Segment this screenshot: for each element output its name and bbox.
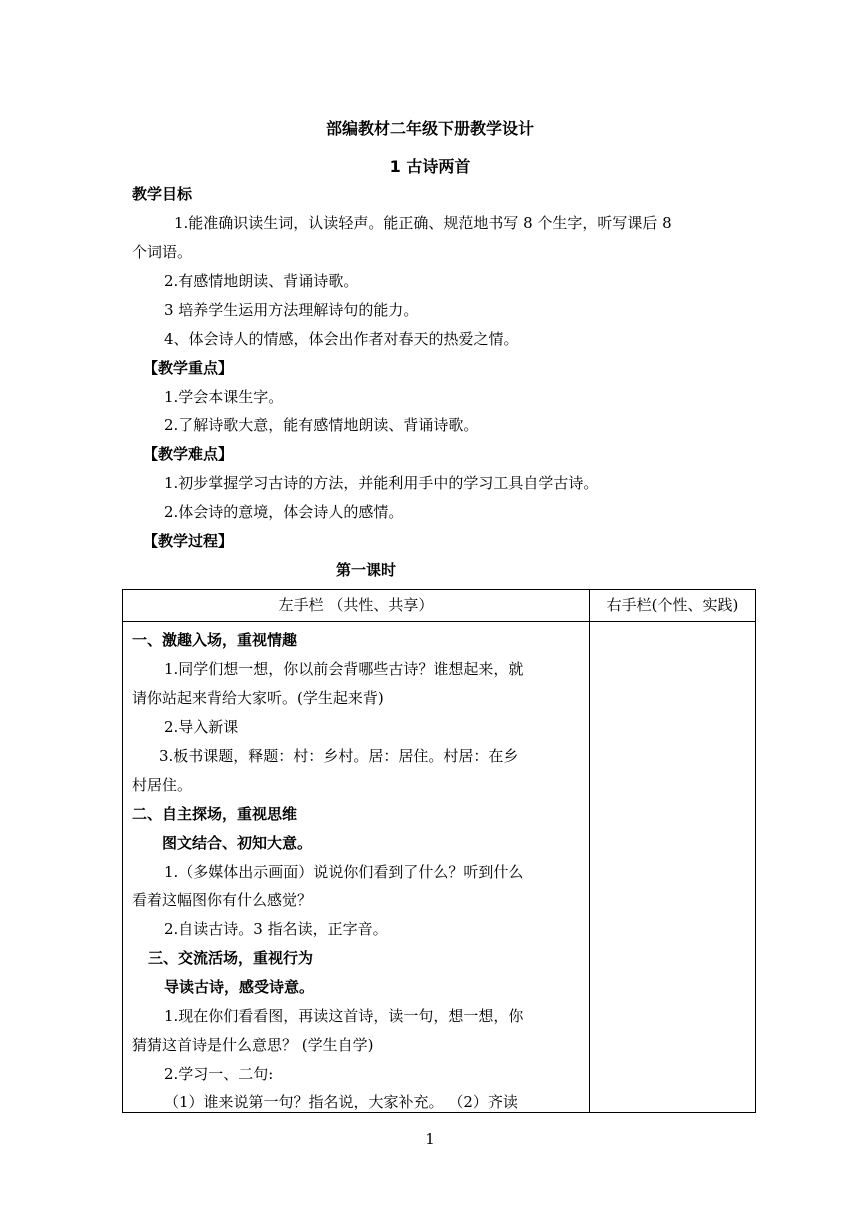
right-column-header-label: 右手栏(个性、实践): [606, 596, 739, 614]
period-title: 第一课时: [335, 561, 396, 579]
right-column-content: [590, 622, 756, 1113]
table-text-line: 猜猜这首诗是什么意思？ (学生自学): [132, 1036, 374, 1054]
table-text-line: （1）谁来说第一句？指名说，大家补充。 （2）齐读: [164, 1093, 518, 1111]
section-heading: 三、交流活场，重视行为: [148, 949, 314, 967]
left-column-header: [123, 590, 590, 622]
process-heading: 【教学过程】: [143, 532, 234, 550]
section-heading: 二、自主探场，重视思维: [132, 805, 298, 823]
table-text-line: 1.同学们想一想，你以前会背哪些古诗？谁想起来，就: [164, 660, 524, 678]
table-header-row: [123, 590, 756, 622]
table-text-line: 3.板书课题，释题：村：乡村。居：居住。村居：在乡: [159, 747, 519, 765]
table-text-line: 2.学习一、二句:: [164, 1065, 274, 1083]
subsection-heading: 导读古诗，感受诗意。: [164, 978, 315, 996]
goal-item: 2.有感情地朗读、背诵诗歌。: [164, 272, 359, 290]
section-heading: 一、激趣入场，重视情趣: [132, 631, 298, 649]
document-title: 部编教材二年级下册教学设计: [325, 119, 534, 138]
lesson-title: 1 古诗两首: [389, 157, 471, 176]
goal-item: 1.能准确识读生词，认读轻声。能正确、规范地书写 8 个生字，听写课后 8: [174, 214, 672, 232]
goals-heading: 教学目标: [132, 185, 193, 203]
difficulties-heading: 【教学难点】: [143, 445, 234, 463]
key-point-item: 1.学会本课生字。: [164, 388, 284, 406]
key-points-heading: 【教学重点】: [143, 359, 234, 377]
table-text-line: 请你站起来背给大家听。(学生起来背): [132, 689, 384, 707]
goal-item: 4、体会诗人的情感，体会出作者对春天的热爱之情。: [164, 330, 519, 348]
right-column-header: [590, 590, 756, 622]
subsection-heading: 图文结合、初知大意。: [162, 834, 313, 852]
goal-item: 个词语。: [132, 243, 193, 261]
difficulty-item: 2.体会诗的意境，体会诗人的感情。: [164, 503, 404, 521]
left-column-content: [123, 622, 590, 1113]
table-text-line: 村居住。: [132, 776, 193, 794]
table-text-line: 2.自读古诗。3 指名读，正字音。: [164, 920, 388, 938]
table-text-line: 1.（多媒体出示画面）说说你们看到了什么？听到什么: [164, 863, 524, 881]
page-number: 1: [425, 1130, 435, 1148]
key-point-item: 2.了解诗歌大意，能有感情地朗读、背诵诗歌。: [164, 416, 479, 434]
left-column-header-label: 左手栏 （共性、共享）: [278, 596, 434, 614]
table-text-line: 看着这幅图你有什么感觉？: [132, 891, 313, 909]
goal-item: 3 培养学生运用方法理解诗句的能力。: [164, 301, 419, 319]
lesson-table: [122, 589, 756, 1113]
table-text-line: 1.现在你们看看图，再读这首诗，读一句，想一想，你: [164, 1007, 524, 1025]
difficulty-item: 1.初步掌握学习古诗的方法，并能利用手中的学习工具自学古诗。: [164, 474, 599, 492]
table-text-line: 2.导入新课: [164, 718, 239, 736]
table-body-row: [123, 622, 756, 1113]
